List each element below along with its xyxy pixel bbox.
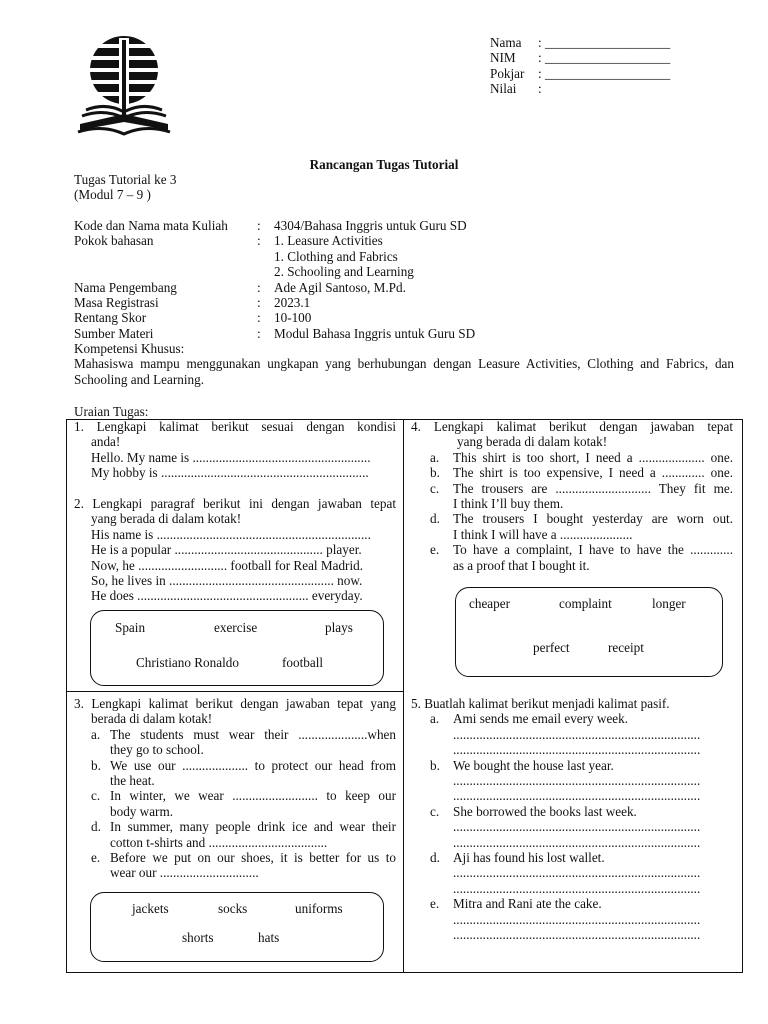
question-text: 2. Lengkapi paragraf berikut ini dengan jawaban tepat xyxy=(74,496,396,511)
item-marker: a. xyxy=(430,711,440,727)
item-marker: d. xyxy=(91,819,101,835)
answer-line: ........................................................................... xyxy=(453,819,701,835)
item-text: In summer, many people drink ice and wear their xyxy=(110,819,396,835)
item-text: Before we put on our shoes, it is better for us to xyxy=(110,850,396,865)
item-text: body warm. xyxy=(110,803,173,819)
question-text: anda! xyxy=(91,434,121,450)
word-option: football xyxy=(282,655,324,670)
answer-line: ........................................................................... xyxy=(453,911,701,927)
fill-line: He does .................................................... everyday. xyxy=(91,588,363,604)
item-text: This shirt is too short, I need a .................... one. xyxy=(453,449,733,465)
item-marker: b. xyxy=(91,757,101,773)
kompetensi-label: Kompetensi Khusus: xyxy=(74,341,185,356)
info-colon: : xyxy=(257,325,261,341)
info-key: Nama Pengembang xyxy=(74,279,177,295)
word-box xyxy=(90,610,384,686)
info-value: 10-100 xyxy=(274,310,312,326)
answer-line: ........................................................................... xyxy=(453,788,701,804)
word-option: Christiano Ronaldo xyxy=(136,655,239,670)
info-value: 1. Leasure Activities xyxy=(274,233,383,249)
item-text: cotton t-shirts and .................................... xyxy=(110,834,328,850)
word-box xyxy=(90,892,384,962)
item-text: We use our .................... to protect our head from xyxy=(110,757,396,773)
item-text: the heat. xyxy=(110,773,155,788)
question-text: 4. Lengkapi kalimat berikut dengan jawaban tepat xyxy=(411,419,733,434)
nama-input[interactable]: : ___________________ xyxy=(538,35,671,50)
course-info xyxy=(74,218,694,343)
question-text: 5. Buatlah kalimat berikut menjadi kalimat pasif. xyxy=(411,696,670,711)
fill-line: Hello. My name is ...................................................... xyxy=(91,449,371,465)
question-5 xyxy=(411,696,733,943)
item-text: The trousers are ............................. They fit me. xyxy=(453,480,733,496)
modul-range: (Modul 7 – 9 ) xyxy=(74,187,151,203)
item-text: The trousers I bought yesterday are worn out. xyxy=(453,511,733,527)
item-marker: d. xyxy=(430,511,440,527)
answer-line: ........................................................................... xyxy=(453,773,701,788)
question-2 xyxy=(74,496,396,604)
item-marker: c. xyxy=(430,803,440,819)
question-text: 1. Lengkapi kalimat berikut sesuai dengan kondisi xyxy=(74,419,396,434)
word-option: plays xyxy=(325,620,353,635)
info-key: Masa Registrasi xyxy=(74,295,159,310)
word-option: jackets xyxy=(132,901,169,916)
nim-input[interactable]: : ___________________ xyxy=(538,50,671,66)
kompetensi-text: Mahasiswa mampu menggunakan ungkapan yang berhubungan dengan Leasure Activities, Clothing and Fabrics, dan Schooling and Learning. xyxy=(74,356,734,387)
item-marker: c. xyxy=(430,480,440,496)
item-marker: b. xyxy=(430,465,440,481)
tugas-number: Tugas Tutorial ke 3 xyxy=(74,172,177,187)
item-marker: c. xyxy=(91,788,101,804)
identity-row-nama: Nama : ___________________ xyxy=(490,35,671,50)
item-marker: b. xyxy=(430,757,440,773)
word-option: shorts xyxy=(182,930,214,945)
answer-line: ........................................................................... xyxy=(453,742,701,758)
question-text: 3. Lengkapi kalimat berikut dengan jawaban tepat yang xyxy=(74,696,396,711)
answer-line: ........................................................................... xyxy=(453,880,701,896)
question-3 xyxy=(74,696,396,881)
word-option: hats xyxy=(258,930,280,945)
info-value: 2023.1 xyxy=(274,295,311,310)
item-text: We bought the house last year. xyxy=(453,757,614,773)
word-option: perfect xyxy=(533,640,570,655)
item-text: The shirt is too expensive, I need a ............. one. xyxy=(453,465,733,481)
fill-line: Now, he ........................... football for Real Madrid. xyxy=(91,557,364,573)
identity-row-nilai: Nilai : xyxy=(490,81,542,97)
table-divider xyxy=(403,419,404,972)
item-text: I think I’ll buy them. xyxy=(453,496,564,511)
table-divider xyxy=(66,691,403,692)
info-colon: : xyxy=(257,233,261,249)
item-text: The students must wear their .....................when xyxy=(110,726,396,742)
fill-line: So, he lives in .................................................. now. xyxy=(91,573,363,589)
info-colon: : xyxy=(257,279,261,295)
info-value: Ade Agil Santoso, M.Pd. xyxy=(274,279,406,295)
item-text: they go to school. xyxy=(110,742,204,758)
item-text: She borrowed the books last week. xyxy=(453,803,637,819)
answer-line: ........................................................................... xyxy=(453,834,701,850)
info-value: 1. Clothing and Fabrics xyxy=(274,248,398,264)
info-value: Modul Bahasa Inggris untuk Guru SD xyxy=(274,325,476,341)
question-1 xyxy=(74,419,396,481)
info-value: 4304/Bahasa Inggris untuk Guru SD xyxy=(274,218,467,233)
fill-line: His name is ................................................................. xyxy=(91,526,371,542)
item-text: Ami sends me email every week. xyxy=(453,711,629,727)
word-option: receipt xyxy=(608,640,644,655)
item-marker: a. xyxy=(91,726,101,742)
fill-line: He is a popular ............................................. player. xyxy=(91,542,362,558)
item-marker: e. xyxy=(91,850,101,865)
word-option: cheaper xyxy=(469,596,510,611)
item-text: To have a complaint, I have to have the ............. xyxy=(453,542,733,558)
info-colon: : xyxy=(257,295,261,310)
question-text: berada di dalam kotak! xyxy=(91,711,213,727)
tugas-heading xyxy=(74,172,176,203)
word-option: Spain xyxy=(115,620,146,635)
document-title: Rancangan Tugas Tutorial xyxy=(309,157,459,172)
info-colon: : xyxy=(257,310,261,326)
item-marker: e. xyxy=(430,542,440,558)
question-4 xyxy=(411,419,733,574)
item-marker: d. xyxy=(430,850,440,865)
answer-line: ........................................................................... xyxy=(453,927,701,942)
word-option: socks xyxy=(218,901,248,916)
question-text: yang berada di dalam kotak! xyxy=(457,434,608,450)
university-logo-icon xyxy=(76,34,172,138)
question-text: yang berada di dalam kotak! xyxy=(91,511,242,527)
fill-line: My hobby is ............................................................... xyxy=(91,465,369,481)
info-key: Sumber Materi xyxy=(74,325,154,341)
kompetensi-section xyxy=(74,341,734,387)
item-marker: e. xyxy=(430,896,440,912)
item-marker: a. xyxy=(430,449,440,465)
identity-fields xyxy=(490,35,670,97)
word-option: uniforms xyxy=(295,901,343,916)
item-text: I think I will have a ...................... xyxy=(453,526,633,542)
item-text: In winter, we wear .......................... to keep our xyxy=(110,788,396,804)
info-key: Pokok bahasan xyxy=(74,233,154,249)
word-option: longer xyxy=(652,596,686,611)
item-text: wear our .............................. xyxy=(110,865,259,881)
identity-row-pokjar: Pokjar : ___________________ xyxy=(490,65,671,81)
answer-line: ........................................................................... xyxy=(453,726,701,742)
info-key: Rentang Skor xyxy=(74,310,147,326)
uraian-label: Uraian Tugas: xyxy=(74,404,149,419)
info-value: 2. Schooling and Learning xyxy=(274,264,414,280)
identity-row-nim: NIM : ___________________ xyxy=(490,50,671,66)
word-option: complaint xyxy=(559,596,612,611)
answer-line: ........................................................................... xyxy=(453,865,701,881)
item-text: Aji has found his lost wallet. xyxy=(453,850,605,865)
word-option: exercise xyxy=(214,620,258,635)
pokjar-input[interactable]: : ___________________ xyxy=(538,65,671,81)
item-text: Mitra and Rani ate the cake. xyxy=(453,896,602,912)
item-text: as a proof that I bought it. xyxy=(453,557,590,573)
word-box xyxy=(455,587,723,677)
info-colon: : xyxy=(257,218,261,233)
info-key: Kode dan Nama mata Kuliah xyxy=(74,218,228,233)
